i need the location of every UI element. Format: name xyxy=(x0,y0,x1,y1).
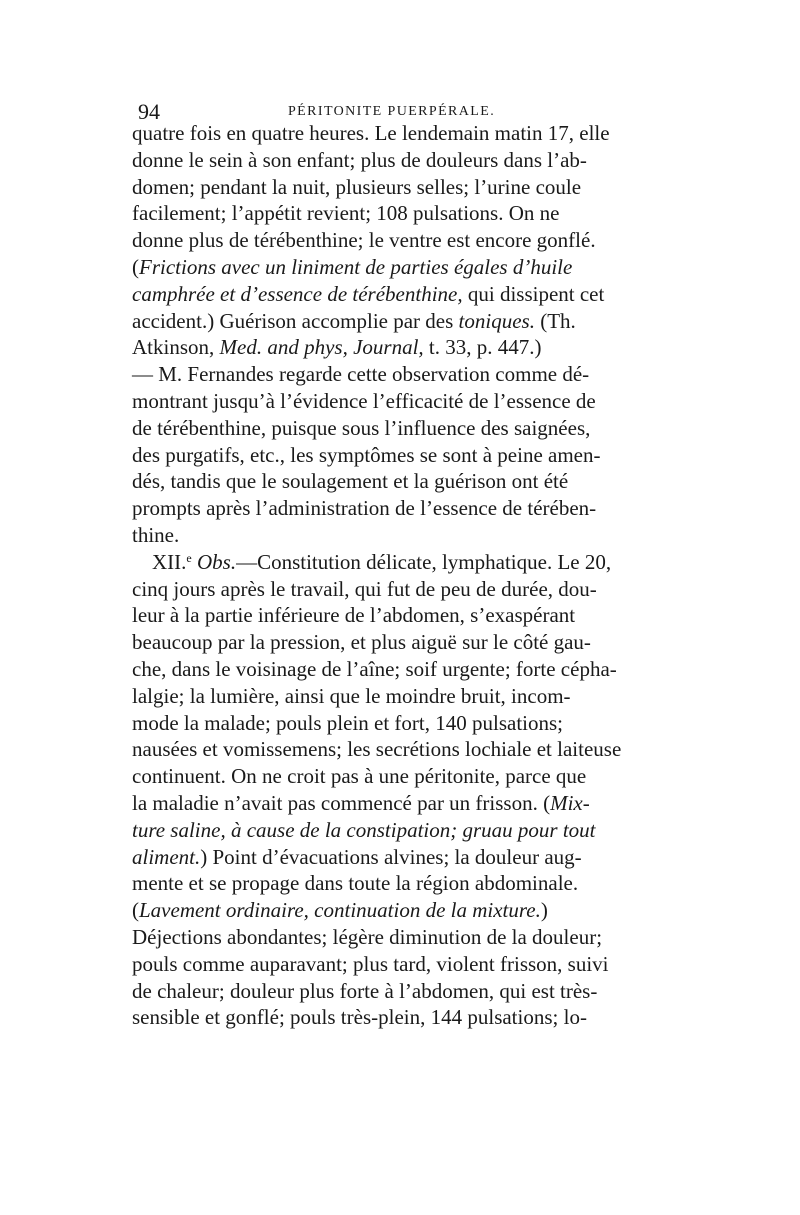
text-line xyxy=(132,549,672,576)
text-line xyxy=(132,468,672,495)
text-segment: ) Point d’évacuations alvines; la douleur aug- xyxy=(200,844,582,869)
text-segment: — M. Fernandes regarde cette observation comme dé- xyxy=(132,362,590,387)
italic-text: ture saline, à cause de la constipation; gruau pour tout xyxy=(132,817,596,842)
text-segment: (Th. xyxy=(534,308,576,333)
text-segment: prompts après l’administration de l’essence de térében- xyxy=(132,496,597,521)
text-segment: mente et se propage dans toute la région abdominale. xyxy=(132,871,579,896)
text-segment: de térébenthine, puisque sous l’influence des saignées, xyxy=(132,415,591,440)
text-line xyxy=(132,254,672,281)
italic-text: Obs. xyxy=(196,549,237,574)
text-segment: accident.) Guérison accomplie par des xyxy=(132,308,459,333)
italic-text: camphrée et d’essence de térébenthine, xyxy=(132,281,463,306)
italic-text: aliment. xyxy=(132,844,201,869)
text-segment: facilement; l’appétit revient; 108 pulsations. On ne xyxy=(132,201,560,226)
text-segment: domen; pendant la nuit, plusieurs selles; l’urine coule xyxy=(132,174,582,199)
text-segment: quatre fois en quatre heures. Le lendemain matin 17, elle xyxy=(132,121,610,145)
text-segment: de chaleur; douleur plus forte à l’abdomen, qui est très- xyxy=(132,978,598,1003)
text-line xyxy=(132,361,672,388)
text-line xyxy=(132,870,672,897)
text-segment: Déjections abondantes; légère diminution de la douleur; xyxy=(132,924,603,949)
text-segment: lalgie; la lumière, ainsi que le moindre bruit, incom- xyxy=(132,683,571,708)
text-segment: donne le sein à son enfant; plus de douleurs dans l’ab- xyxy=(132,147,587,172)
text-segment: qui dissipent cet xyxy=(462,281,605,306)
text-segment: —Constitution délicate, lymphatique. Le 20, xyxy=(236,549,612,574)
text-line xyxy=(132,334,672,361)
text-line xyxy=(132,629,672,656)
text-segment: sensible et gonflé; pouls très-plein, 144 pulsations; lo- xyxy=(132,1005,587,1030)
text-line xyxy=(132,120,672,147)
page-number: 94 xyxy=(138,99,160,124)
text-line xyxy=(132,602,672,629)
text-segment: ) xyxy=(540,898,548,923)
text-line xyxy=(132,924,672,951)
text-line xyxy=(132,442,672,469)
text-line xyxy=(132,227,672,254)
text-line xyxy=(132,951,672,978)
italic-text: Med. and phys, Journal, xyxy=(219,335,424,360)
text-segment: pouls comme auparavant; plus tard, violent frisson, suivi xyxy=(132,951,609,976)
text-segment: Atkinson, xyxy=(132,335,220,360)
text-line xyxy=(132,897,672,924)
text-segment: beaucoup par la pression, et plus aiguë sur le côté gau- xyxy=(132,630,591,655)
text-line xyxy=(132,1004,672,1031)
text-line xyxy=(132,763,672,790)
text-line xyxy=(132,736,672,763)
text-line xyxy=(132,174,672,201)
text-segment: thine. xyxy=(132,522,180,547)
text-segment: dés, tandis que le soulagement et la guérison ont été xyxy=(132,469,569,494)
text-segment: che, dans le voisinage de l’aîne; soif urgente; forte cépha- xyxy=(132,656,617,681)
text-line xyxy=(132,415,672,442)
text-line xyxy=(132,200,672,227)
text-line xyxy=(132,844,672,871)
text-line xyxy=(132,576,672,603)
text-segment: continuent. On ne croit pas à une péritonite, parce que xyxy=(132,764,587,789)
text-line xyxy=(132,388,672,415)
text-segment: mode la malade; pouls plein et fort, 140 pulsations; xyxy=(132,710,564,735)
text-segment: t. 33, p. 447.) xyxy=(423,335,542,360)
text-segment: ( xyxy=(132,898,139,923)
text-line xyxy=(132,147,672,174)
superscript: e xyxy=(186,550,192,565)
italic-text: Mix- xyxy=(550,790,590,815)
text-line xyxy=(132,710,672,737)
text-segment: leur à la partie inférieure de l’abdomen, s’exaspérant xyxy=(132,603,576,628)
text-segment: XII. xyxy=(152,549,187,574)
text-segment: ( xyxy=(132,254,139,279)
text-segment: nausées et vomissemens; les secrétions lochiale et laiteuse xyxy=(132,737,622,762)
text-line xyxy=(132,308,672,335)
running-head: PÉRITONITE PUERPÉRALE. xyxy=(288,104,496,119)
text-segment: montrant jusqu’à l’évidence l’efficacité de l’essence de xyxy=(132,388,596,413)
text-line xyxy=(132,495,672,522)
text-line xyxy=(132,978,672,1005)
text-line xyxy=(132,656,672,683)
italic-text: toniques. xyxy=(458,308,535,333)
body-text xyxy=(132,120,672,1031)
text-line xyxy=(132,281,672,308)
text-segment: cinq jours après le travail, qui fut de peu de durée, dou- xyxy=(132,576,597,601)
text-segment: des purgatifs, etc., les symptômes se sont à peine amen- xyxy=(132,442,601,467)
text-segment: donne plus de térébenthine; le ventre est encore gonflé. xyxy=(132,228,596,253)
text-line xyxy=(132,522,672,549)
italic-text: Lavement ordinaire, continuation de la mixture. xyxy=(139,898,541,923)
text-line xyxy=(132,683,672,710)
text-line xyxy=(132,790,672,817)
text-line xyxy=(132,817,672,844)
text-segment: la maladie n’avait pas commencé par un frisson. ( xyxy=(132,790,551,815)
italic-text: Frictions avec un liniment de parties égales d’huile xyxy=(139,254,573,279)
